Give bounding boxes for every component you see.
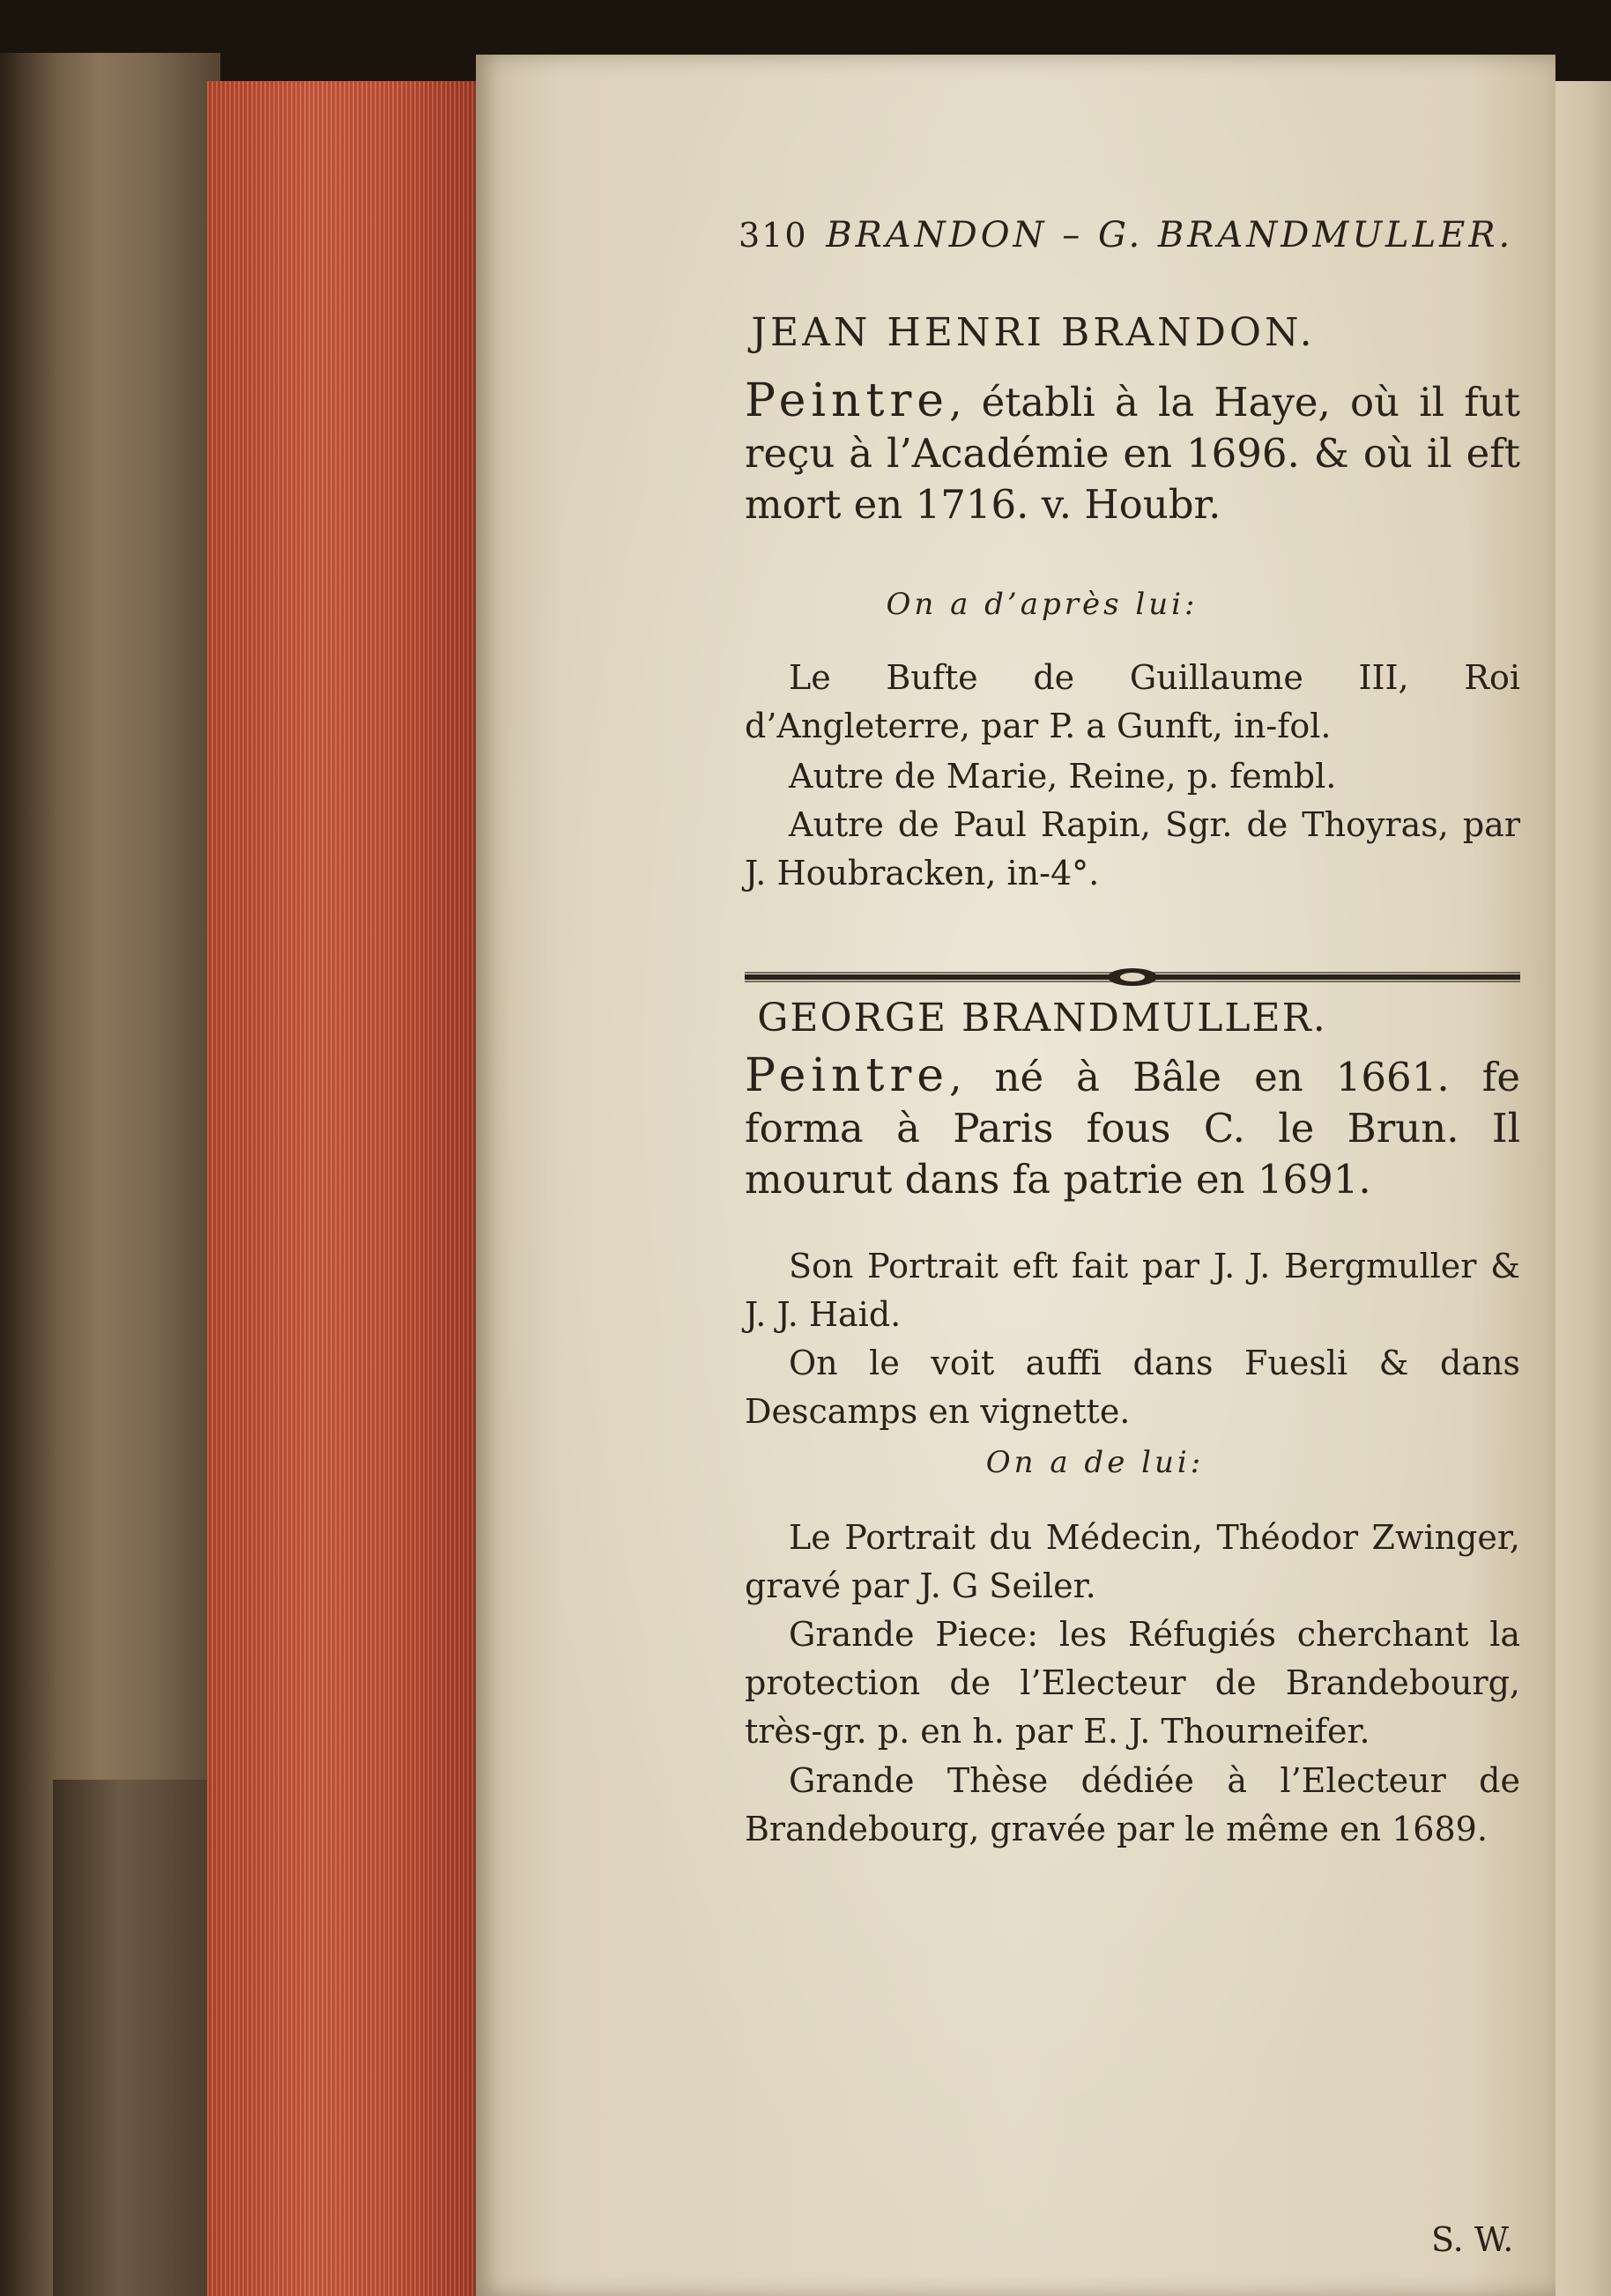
lead-word: Peintre	[745, 1049, 950, 1102]
lead-word: Peintre	[745, 374, 950, 427]
works-heading-brandmuller: On a de lui:	[985, 1445, 1205, 1480]
biography-brandon	[745, 375, 1520, 530]
work-entry: Grande Thèse dédiée à l’Electeur de Brandebourg, gravée par le même en 1689.	[745, 1761, 1520, 1848]
biography-text: , né à Bâle en 1661. fe forma à Paris fous C. le Brun. Il mourut dans fa patrie en 1691.	[745, 1054, 1520, 1203]
entry-title-brandon: JEAN HENRI BRANDON.	[751, 310, 1316, 355]
page-edges	[207, 81, 476, 2296]
work-entry: Autre de Marie, Reine, p. fembl.	[789, 757, 1337, 796]
page-number: 310	[739, 216, 808, 255]
biography-brandmuller	[745, 1050, 1520, 1205]
work-entry: Autre de Paul Rapin, Sgr. de Thoyras, par J. Houbracken, in-4°.	[745, 805, 1520, 892]
running-header	[739, 215, 1514, 256]
works-heading-brandon: On a d’après lui:	[886, 587, 1199, 622]
work-entry: Grande Piece: les Réfugiés cherchant la protection de l’Electeur de Brandebourg, très-gr. p. en h. par E. J. Thourneifer.	[745, 1615, 1520, 1751]
book-page	[476, 55, 1555, 2296]
book-binding-lower	[53, 1780, 220, 2296]
portrait-note: On le voit auffi dans Fuesli & dans Descamps en vignette.	[745, 1344, 1520, 1431]
work-entry: Le Bufte de Guillaume III, Roi d’Angleterre, par P. a Gunft, in-fol.	[745, 658, 1520, 745]
biography-text: , établi à la Haye, où il fut reçu à l’Académie en 1696. & où il eft mort en 1716. v. Houbr.	[745, 379, 1520, 528]
portrait-note: Son Portrait eft fait par J. J. Bergmuller & J. J. Haid.	[745, 1247, 1520, 1334]
adjacent-page-edge	[1551, 81, 1611, 2296]
entry-title-brandmuller: GEORGE BRANDMULLER.	[757, 996, 1327, 1041]
running-title: BRANDON – G. BRANDMULLER.	[826, 215, 1514, 256]
author-signature: S. W.	[1431, 2220, 1514, 2259]
work-entry: Le Portrait du Médecin, Théodor Zwinger, gravé par J. G Seiler.	[745, 1518, 1520, 1605]
ornamental-divider	[745, 967, 1520, 987]
